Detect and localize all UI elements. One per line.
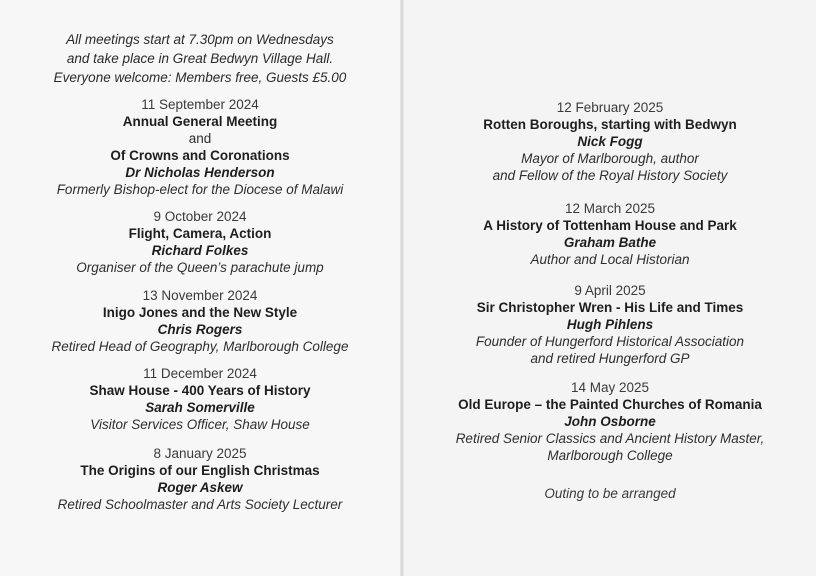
meeting-date: 13 November 2024 [142,288,258,303]
speaker-description: Organiser of the Queen’s parachute jump [76,260,324,275]
meeting-title: Sir Christopher Wren - His Life and Times [476,300,744,315]
speaker-description: Retired Head of Geography, Marlborough College [51,339,349,354]
meeting-entry [404,282,816,367]
meeting-title: Of Crowns and Coronations [110,148,290,163]
intro-line: Everyone welcome: Members free, Guests £5.00 [53,70,347,85]
meeting-title: Rotten Boroughs, starting with Bedwyn [483,117,737,132]
meeting-speaker: Chris Rogers [157,322,243,337]
speaker-description: Formerly Bishop-elect for the Diocese of Malawi [56,182,344,197]
left-panel [0,0,400,576]
meeting-date: 9 October 2024 [153,209,247,224]
meeting-title: Old Europe – the Painted Churches of Romania [458,397,762,412]
meeting-entry [0,96,400,198]
speaker-description: Retired Schoolmaster and Arts Society Lecturer [57,497,343,512]
meeting-entry [0,287,400,355]
intro-block [0,30,400,87]
meeting-entry [404,99,816,184]
meeting-speaker: Dr Nicholas Henderson [125,165,275,180]
meeting-date: 9 April 2025 [574,283,646,298]
meeting-entry [404,200,816,268]
speaker-description: Founder of Hungerford Historical Association [475,334,745,349]
outing-note: Outing to be arranged [544,486,676,501]
meeting-title: Shaw House - 400 Years of History [89,383,311,398]
meeting-speaker: Roger Askew [157,480,243,495]
meeting-speaker: John Osborne [564,414,656,429]
meeting-date: 8 January 2025 [153,446,247,461]
meeting-title: Annual General Meeting [122,114,278,129]
speaker-description: and Fellow of the Royal History Society [492,168,728,183]
meeting-speaker: Sarah Somerville [145,400,255,415]
speaker-description: Marlborough College [547,448,673,463]
intro-line: All meetings start at 7.30pm on Wednesdays [66,32,334,47]
speaker-description: Retired Senior Classics and Ancient History Master, [455,431,765,446]
meeting-date: 14 May 2025 [570,380,650,395]
speaker-description: Mayor of Marlborough, author [521,151,699,166]
meeting-entry [0,445,400,513]
meeting-entry [404,379,816,464]
meeting-connector: and [188,131,212,146]
speaker-description: Visitor Services Officer, Shaw House [90,417,310,432]
meeting-date: 11 December 2024 [143,366,257,381]
meeting-speaker: Hugh Pihlens [566,317,654,332]
meeting-title: Flight, Camera, Action [128,226,272,241]
intro-line: and take place in Great Bedwyn Village Hall. [66,51,334,66]
meeting-date: 11 September 2024 [141,97,259,112]
meeting-date: 12 February 2025 [556,100,664,115]
meeting-title: Inigo Jones and the New Style [102,305,298,320]
meeting-speaker: Richard Folkes [151,243,249,258]
right-panel [404,0,816,576]
meeting-title: A History of Tottenham House and Park [483,218,737,233]
meeting-speaker: Nick Fogg [577,134,643,149]
meeting-speaker: Graham Bathe [563,235,657,250]
meeting-date: 12 March 2025 [564,201,656,216]
meeting-entry [0,208,400,276]
speaker-description: Author and Local Historian [530,252,690,267]
meeting-entry [0,365,400,433]
speaker-description: and retired Hungerford GP [530,351,690,366]
meeting-title: The Origins of our English Christmas [80,463,320,478]
